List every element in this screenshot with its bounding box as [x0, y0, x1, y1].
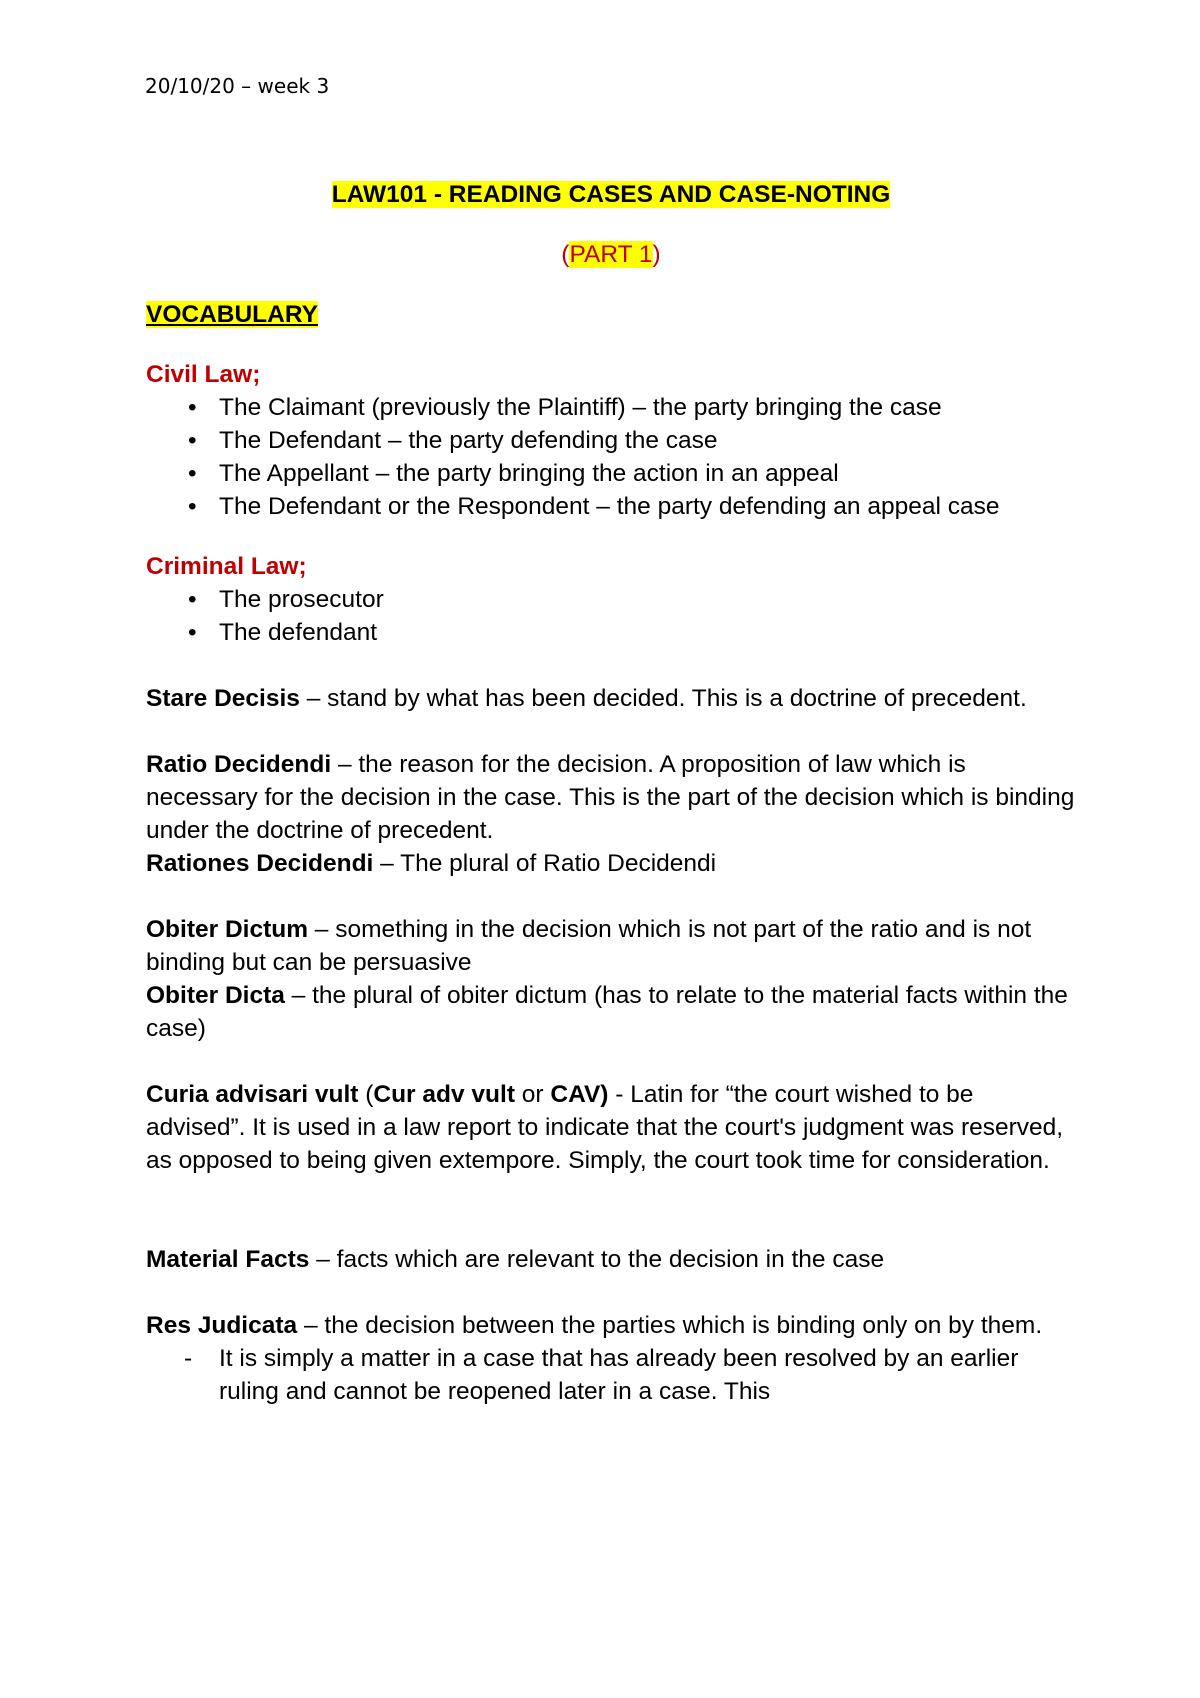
list-item	[146, 424, 1076, 457]
term-definition: – the plural of obiter dictum (has to relate to the material facts within the case)	[146, 982, 1068, 1042]
term-definition: – something in the decision which is not part of the ratio and is not binding but can be persuasive	[146, 916, 1032, 976]
list-item	[146, 490, 1076, 523]
term-abbreviation: Cur adv vult	[373, 1081, 515, 1108]
document-title-text: LAW101 - READING CASES AND CASE-NOTING	[331, 181, 891, 208]
list-item-text: The Claimant (previously the Plaintiff) – the party bringing the case	[219, 394, 942, 421]
term-obiter-dictum	[146, 913, 1076, 979]
term-rationes-decidendi	[146, 847, 1076, 880]
term-label: Res Judicata	[146, 1312, 298, 1339]
term-abbreviation: CAV)	[550, 1081, 609, 1108]
part-label-text: PART 1	[569, 241, 653, 268]
term-definition: - Latin for “the court wished to be advised”. It is used in a law report to indicate that the court's judgment was reserved, as opposed to being given extempore. Simply, the court took time for consideration.	[146, 1081, 1064, 1174]
term-definition: – the decision between the parties which is binding only on by them.	[297, 1312, 1043, 1339]
list-item-text: The prosecutor	[219, 586, 384, 613]
vocabulary-heading	[146, 298, 1076, 331]
list-item-text: It is simply a matter in a case that has already been resolved by an earlier ruling and cannot be reopened later in a case. This	[219, 1345, 1019, 1405]
list-item	[146, 457, 1076, 490]
term-definition: – The plural of Ratio Decidendi	[373, 850, 717, 877]
term-stare-decisis	[146, 682, 1076, 715]
document-title	[146, 178, 1076, 211]
term-ratio-decidendi	[146, 748, 1076, 847]
civil-law-list	[146, 391, 1076, 523]
term-label: Ratio Decidendi	[146, 751, 332, 778]
bullet-icon: •	[188, 619, 197, 646]
list-item-text: The Defendant – the party defending the case	[219, 427, 718, 454]
term-curia-advisari-vult	[146, 1078, 1076, 1177]
res-judicata-sublist	[146, 1342, 1076, 1408]
list-item	[146, 1342, 1076, 1408]
bullet-icon: •	[188, 493, 197, 520]
term-label: Stare Decisis	[146, 685, 300, 712]
term-label: Obiter Dictum	[146, 916, 308, 943]
document-body	[146, 178, 1076, 1408]
list-item	[146, 583, 1076, 616]
bullet-icon: •	[188, 427, 197, 454]
bullet-icon: •	[188, 460, 197, 487]
criminal-law-list	[146, 583, 1076, 649]
term-label: Obiter Dicta	[146, 982, 285, 1009]
list-item-text: The defendant	[219, 619, 378, 646]
part-open-paren: (	[561, 241, 570, 268]
term-res-judicata	[146, 1309, 1076, 1342]
term-label: Curia advisari vult	[146, 1081, 359, 1108]
list-item-text: The Appellant – the party bringing the action in an appeal	[219, 460, 839, 487]
term-definition: – facts which are relevant to the decision in the case	[309, 1246, 885, 1273]
criminal-law-heading: Criminal Law;	[146, 553, 307, 580]
header-date: 20/10/20 – week 3	[145, 74, 330, 98]
list-item	[146, 391, 1076, 424]
civil-law-heading: Civil Law;	[146, 361, 261, 388]
list-item	[146, 616, 1076, 649]
list-item-text: The Defendant or the Respondent – the party defending an appeal case	[219, 493, 1000, 520]
bullet-icon: •	[188, 394, 197, 421]
part-close-paren: )	[652, 241, 661, 268]
part-label	[146, 238, 1076, 271]
term-material-facts	[146, 1243, 1076, 1276]
dash-icon: -	[184, 1345, 193, 1372]
term-or: or	[514, 1081, 551, 1108]
bullet-icon: •	[188, 586, 197, 613]
term-definition: – the reason for the decision. A proposition of law which is necessary for the decision in the case. This is the part of the decision which is binding under the doctrine of precedent.	[146, 751, 1075, 844]
term-paren-open: (	[358, 1081, 374, 1108]
term-label: Material Facts	[146, 1246, 310, 1273]
term-obiter-dicta	[146, 979, 1076, 1045]
term-label: Rationes Decidendi	[146, 850, 374, 877]
vocabulary-heading-text: VOCABULARY	[146, 301, 318, 328]
term-definition: – stand by what has been decided. This is a doctrine of precedent.	[299, 685, 1027, 712]
